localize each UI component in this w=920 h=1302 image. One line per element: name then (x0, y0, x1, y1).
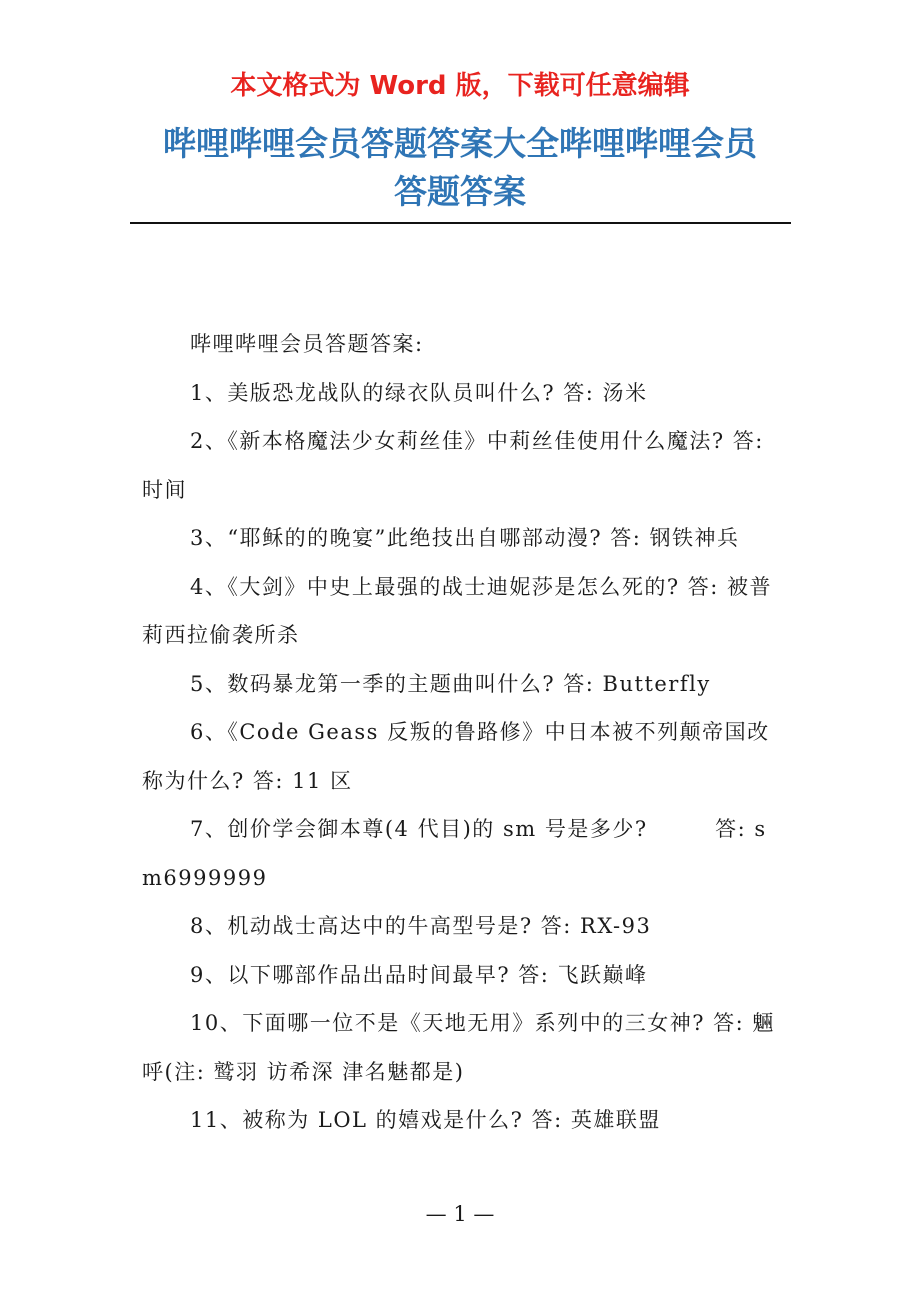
title-divider (130, 222, 791, 224)
question-item-10: 10、下面哪一位不是《天地无用》系列中的三女神? 答: 魎呼(注: 鹫羽 访希深 津名魅都是) (142, 1011, 775, 1084)
question-item-7: 7、创价学会御本尊(4 代目)的 sm 号是多少? 答: sm6999999 (142, 817, 767, 890)
question-item-11: 11、被称为 LOL 的嬉戏是什么? 答: 英雄联盟 (190, 1108, 661, 1132)
question-item-3: 3、“耶稣的的晚宴”此绝技出自哪部动漫? 答: 钢铁神兵 (190, 526, 740, 550)
document-body (142, 320, 782, 1145)
question-item-8: 8、机动战士高达中的牛高型号是? 答: RX-93 (190, 914, 652, 938)
question-item-5: 5、数码暴龙第一季的主题曲叫什么? 答: Butterfly (190, 671, 711, 696)
document-title-line-2: 答题答案 (394, 172, 526, 211)
document-title-line-1: 哔哩哔哩会员答题答案大全哔哩哔哩会员 (163, 124, 757, 163)
page-number: — 1 — (425, 1202, 495, 1226)
question-item-6: 6、《Code Geass 反叛的鲁路修》中日本被不列颠帝国改称为什么? 答: 11 区 (142, 720, 770, 793)
question-item-2: 2、《新本格魔法少女莉丝佳》中莉丝佳使用什么魔法? 答: 时间 (142, 429, 764, 502)
intro-paragraph: 哔哩哔哩会员答题答案: (190, 332, 424, 356)
question-item-1: 1、美版恐龙战队的绿衣队员叫什么? 答: 汤米 (190, 380, 648, 405)
question-item-4: 4、《大剑》中史上最强的战士迪妮莎是怎么死的? 答: 被普莉西拉偷袭所杀 (142, 574, 773, 647)
document-title (130, 120, 790, 216)
question-item-9: 9、以下哪部作品出品时间最早? 答: 飞跃巅峰 (190, 962, 648, 987)
editable-notice-banner: 本文格式为 Word 版，下载可任意编辑 (230, 71, 690, 101)
